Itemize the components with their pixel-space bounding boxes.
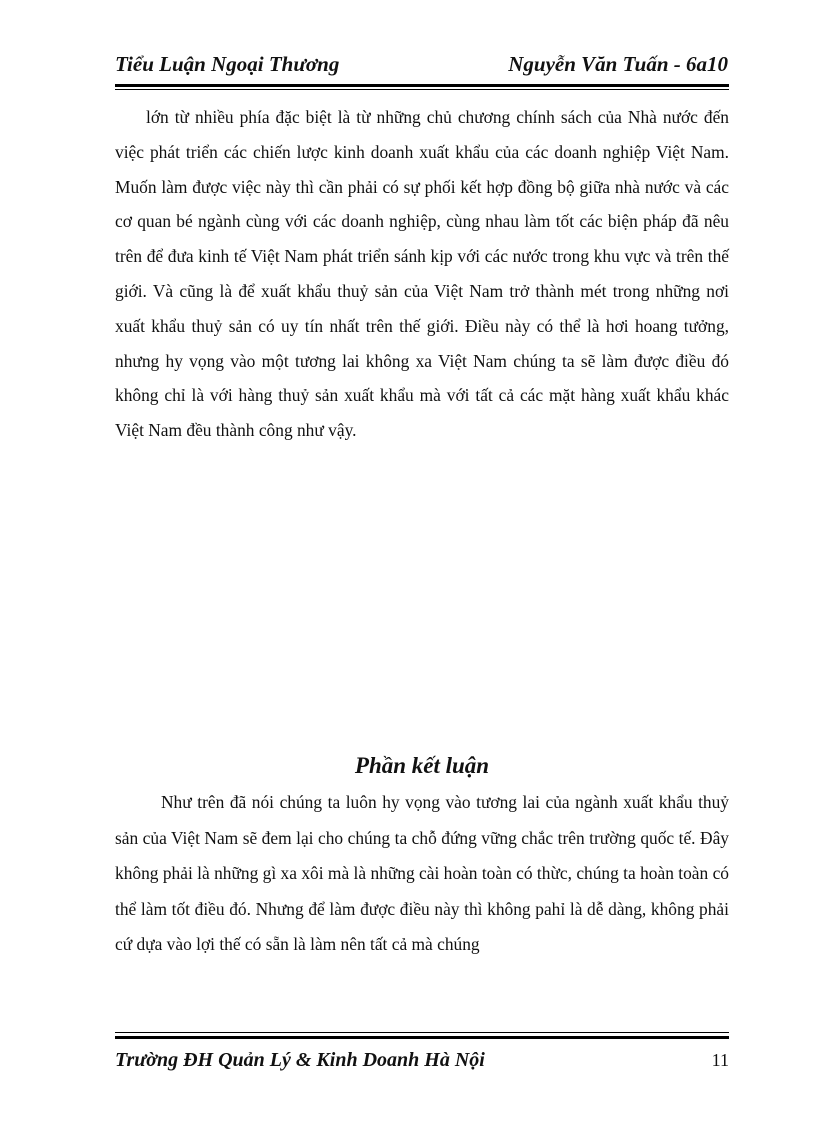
footer-rule-thick (115, 1036, 729, 1039)
header-rule-thick (115, 84, 729, 87)
page-number: 11 (711, 1050, 729, 1070)
header-title: Tiểu Luận Ngoại Thương (115, 52, 340, 76)
footer-school: Trường ĐH Quản Lý & Kinh Doanh Hà Nội (115, 1049, 485, 1071)
body-paragraph-1: lớn từ nhiều phía đặc biệt là từ những chủ chương chính sách của Nhà nước đến việc phát triển các chiến lược kinh doanh xuất khẩu của các doanh nghiệp Việt Nam. Muốn làm được việc này thì cần phải có sự phối kết hợp đồng bộ giữa nhà nước và các cơ quan bé ngành cùng với các doanh nghiệp, cùng nhau làm tốt các biện pháp đã nêu trên để đưa kinh tế Việt Nam phát triển sánh kịp với các nước trong khu vực và trên thế giới. Và cũng là để xuất khẩu thuỷ sản của Việt Nam trở thành mét trong những nơi xuất khẩu thuỷ sản có uy tín nhất trên thế giới. Điều này có thể là hơi hoang tưởng, nhưng hy vọng vào một tương lai không xa Việt Nam chúng ta sẽ làm được điều đó không chỉ là với hàng thuỷ sản xuất khẩu mà với tất cả các mặt hàng xuất khẩu khác Việt Nam đều thành công như vậy. (115, 107, 729, 441)
header-rule-thin (115, 89, 729, 90)
section-title: Phần kết luận (354, 753, 490, 778)
page-header (115, 50, 728, 80)
body-paragraph-2: Như trên đã nói chúng ta luôn hy vọng vào tương lai của ngành xuất khẩu thuỷ sản của Việt Nam sẽ đem lại cho chúng ta chỗ đứng vững chắc trên trường quốc tế. Đây không phải là những gì xa xôi mà là những cài hoàn toàn có thừc, chúng ta hoàn toàn có thể làm tốt điều đó. Nhưng để làm được điều này thì không pahỉ là dễ dàng, không phải cứ dựa vào lợi thế có sẵn là làm nên tất cả mà chúng (115, 792, 729, 954)
footer-rule-thin (115, 1032, 729, 1033)
header-author: Nguyễn Văn Tuấn - 6a10 (508, 52, 728, 76)
